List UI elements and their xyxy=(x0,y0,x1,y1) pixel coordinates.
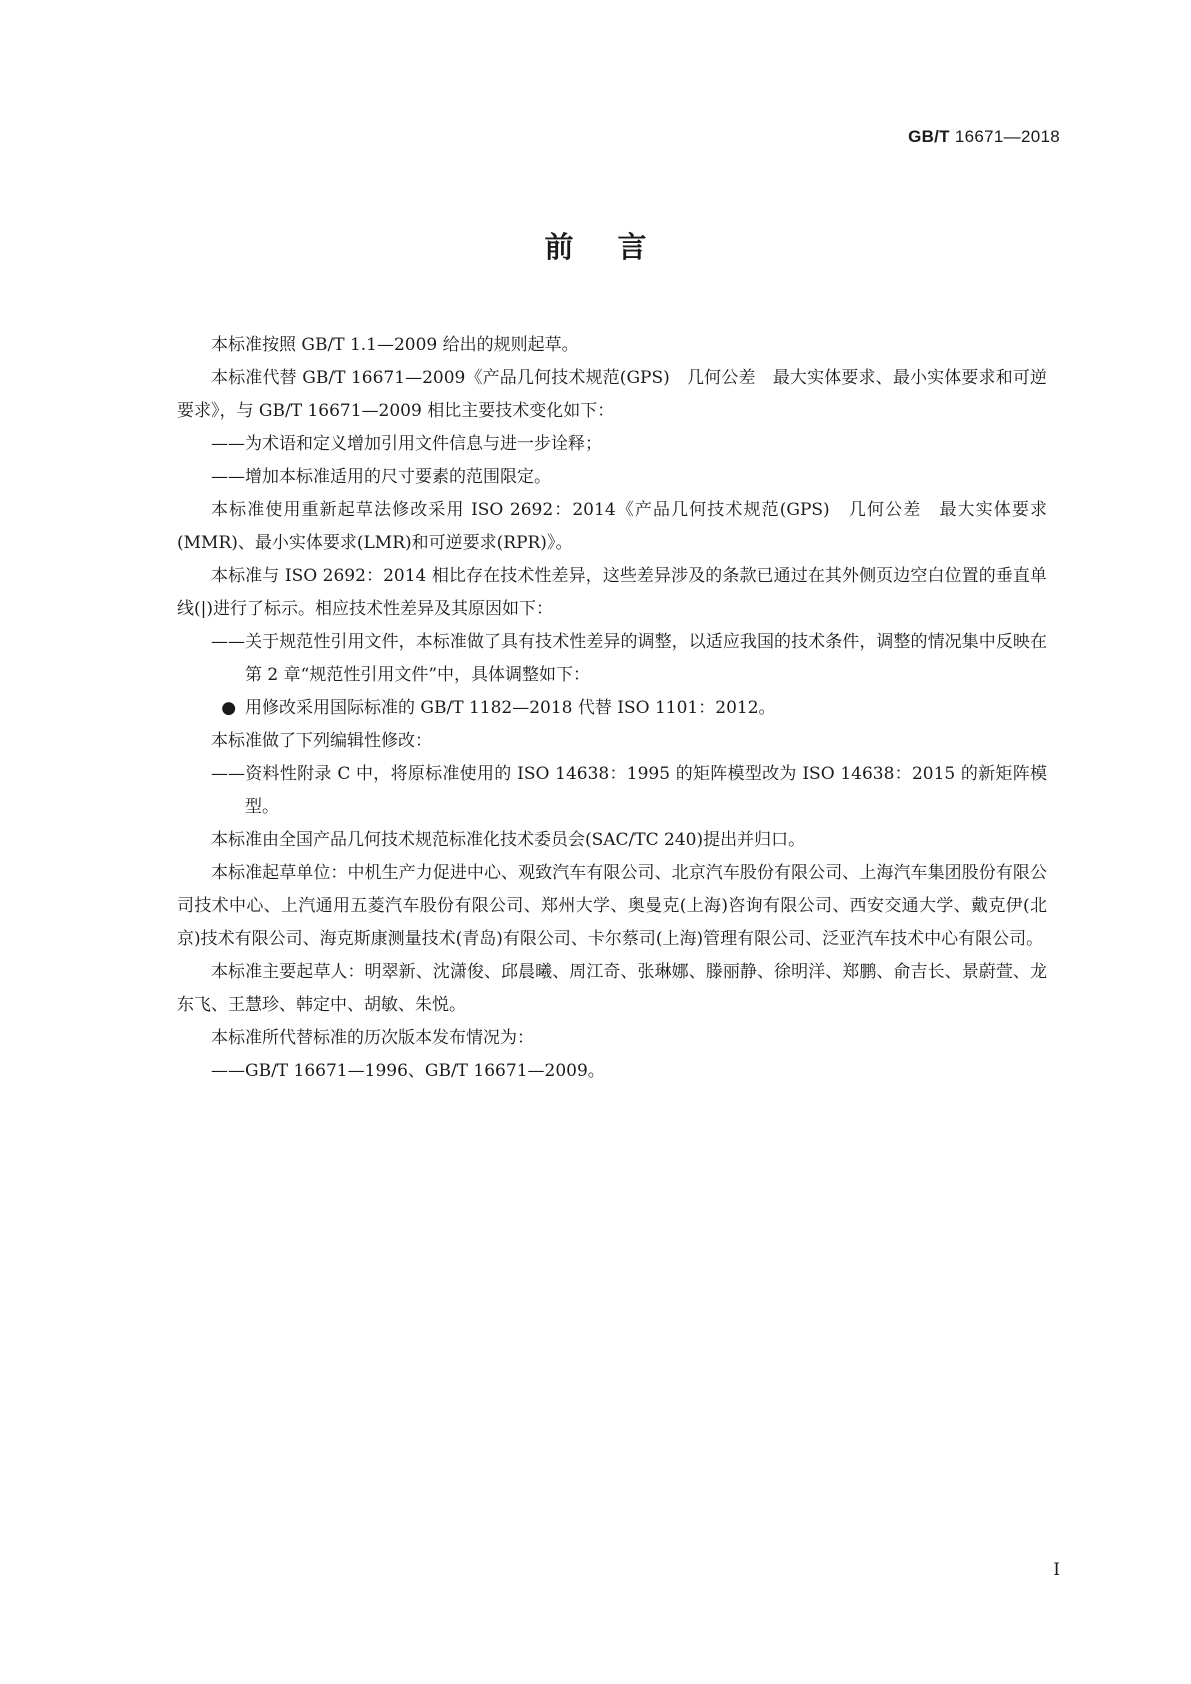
page-title: 前言 xyxy=(544,230,691,264)
dash-list-item: ——增加本标准适用的尺寸要素的范围限定。 xyxy=(211,467,551,487)
paragraph: 本标准与 ISO 2692：2014 相比存在技术性差异，这些差异涉及的条款已通过在其外侧页边空白位置的垂直单线(|)进行了标示。相应技术性差异及其原因如下： xyxy=(177,566,1047,619)
dash-list-item: ——为术语和定义增加引用文件信息与进一步诠释； xyxy=(211,434,602,454)
dash-list-item: ——资料性附录 C 中，将原标准使用的 ISO 14638：1995 的矩阵模型改为 ISO 14638：2015 的新矩阵模型。 xyxy=(211,764,1047,817)
paragraph: 本标准由全国产品几何技术规范标准化技术委员会(SAC/TC 240)提出并归口。 xyxy=(211,830,806,850)
paragraph: 本标准所代替标准的历次版本发布情况为： xyxy=(211,1028,534,1048)
bullet-icon: ● xyxy=(221,698,237,718)
paragraph: 本标准按照 GB/T 1.1—2009 给出的规则起草。 xyxy=(211,335,579,355)
paragraph: 本标准主要起草人：明翠新、沈潇俊、邱晨曦、周江奇、张琳娜、滕丽静、徐明洋、郑鹏、俞吉长、景蔚萱、龙东飞、王慧珍、韩定中、胡敏、朱悦。 xyxy=(177,962,1047,1015)
paragraph: 本标准起草单位：中机生产力促进中心、观致汽车有限公司、北京汽车股份有限公司、上海汽车集团股份有限公司技术中心、上汽通用五菱汽车股份有限公司、郑州大学、奥曼克(上海)咨询有限公司、西安交通大学、戴克伊(北京)技术有限公司、海克斯康测量技术(青岛)有限公司、卡尔蔡司(上海)管理有限公司、泛亚汽车技术中心有限公司。 xyxy=(177,863,1047,949)
document-header xyxy=(908,127,1060,147)
standard-number: 16671—2018 xyxy=(954,127,1060,146)
paragraph: 本标准做了下列编辑性修改： xyxy=(211,731,432,751)
dash-list-item: ——GB/T 16671—1996、GB/T 16671—2009。 xyxy=(211,1061,605,1081)
standard-code: GB/T xyxy=(908,127,950,146)
paragraph: 本标准代替 GB/T 16671—2009《产品几何技术规范(GPS) 几何公差 最大实体要求、最小实体要求和可逆要求》，与 GB/T 16671—2009 相比主要技术变化如下： xyxy=(177,368,1047,421)
page-number: I xyxy=(1053,1560,1060,1580)
paragraph: 本标准使用重新起草法修改采用 ISO 2692：2014《产品几何技术规范(GPS) 几何公差 最大实体要求(MMR)、最小实体要求(LMR)和可逆要求(RPR)》。 xyxy=(177,500,1047,553)
bullet-list-item xyxy=(177,692,1047,725)
dash-list-item: ——关于规范性引用文件，本标准做了具有技术性差异的调整，以适应我国的技术条件，调整的情况集中反映在第 2 章“规范性引用文件”中，具体调整如下： xyxy=(211,632,1047,685)
bullet-text: 用修改采用国际标准的 GB/T 1182—2018 代替 ISO 1101：2012。 xyxy=(245,698,776,718)
foreword-body xyxy=(177,329,1047,1088)
